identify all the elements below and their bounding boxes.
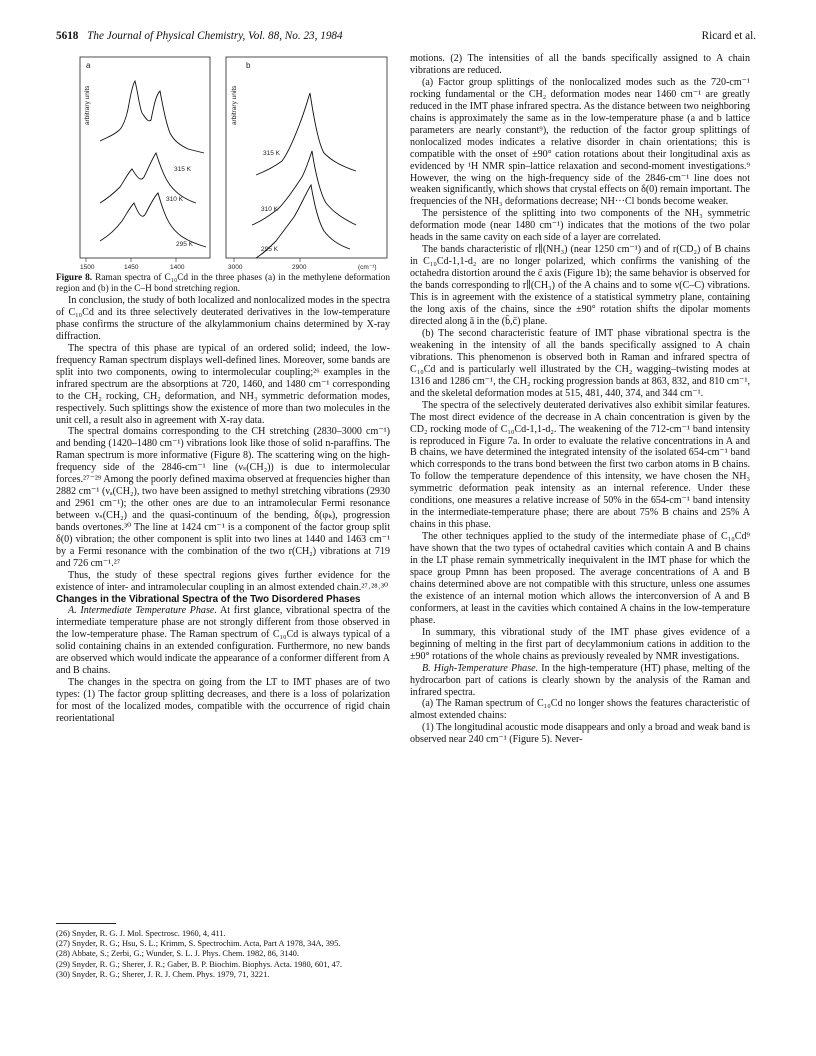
panel-a-label: a [86, 61, 91, 70]
curve-a-315k [100, 81, 204, 153]
right-paragraph: The other techniques applied to the study of the intermediate phase of C₁₀Cd⁹ have shown that the two types of octahedral cavities which contain A and B chains in the LT phase remain symmetrically inequivalent in the IMT phase for which the space group Pmnn has been proposed. The average concentrations of A and B chains determined above are not compatible with this structure, unless one assumes the existence of an internal motion which allows the interconversion of A and B conformers, at least in the cavities which contained A chains in the low-temperature phase. [410, 531, 750, 626]
subsection-b-paragraph [410, 663, 750, 699]
tick-a-1450: 1450 [124, 264, 139, 271]
running-authors: Ricard et al. [701, 30, 756, 42]
right-paragraph: (a) The Raman spectrum of C₁₀Cd no longer shows the features characteristic of almost extended chains: [410, 698, 750, 722]
subsection-b-text: In the high-temperature (HT) phase, melting of the hydrocarbon part of cations is clearly shown by the analysis of the Raman and infrared spectra. [410, 662, 750, 698]
reference-item: (28) Abbate, S.; Zerbi, G.; Wunder, S. L. J. Phys. Chem. 1982, 86, 3140. [56, 949, 299, 959]
tick-a-1500: 1500 [80, 264, 95, 271]
curve-b-label-310: 310 K [261, 206, 278, 213]
left-paragraph: The spectral domains corresponding to the CH stretching (2830–3000 cm⁻¹) and bending (1420–1480 cm⁻¹) vibrations look like those of solid n-paraffins. The Raman spectrum is more informative (Figure 8). The scattering wing on the high-frequency side of the 2846-cm⁻¹ line (νₛ(CH₂)) is due to intermolecular forces.²⁷⁻²⁹ Among the poorly defined maxima observed at frequencies higher than 2882 cm⁻¹ (νₐ(CH₂), two have been assigned to methyl stretching vibrations (2930 and 2961 cm⁻¹); the other ones are due to an intramolecular Fermi resonance between νₛ(CH₂) and the quasi-continuum of the bending, δ(φₖ), progression bands overtones.³⁰ The line at 1424 cm⁻¹ is a component of the factor group split δ(0) vibration; the other component is split into two lines at 1440 and 1463 cm⁻¹ by a Fermi resonance with the combination of the two r(CH₂) vibrations at 719 and 726 cm⁻¹.²⁷ [56, 426, 390, 569]
left-paragraph: Thus, the study of these spectral regions gives further evidence for the existence of inter- and intramolecular coupling in an almost extended chain.²⁷˒²⁸˒³⁰ [56, 569, 390, 593]
subsection-b-title: B. High-Temperature Phase. [422, 662, 539, 674]
curve-b-label-315: 315 K [263, 150, 280, 157]
page-number: 5618 [56, 30, 79, 42]
right-paragraph: (1) The longitudinal acoustic mode disappears and only a broad and weak band is observed near 240 cm⁻¹ (Figure 5). Never- [410, 722, 750, 746]
tick-b-3000: 3000 [228, 264, 243, 271]
journal-name: The Journal of Physical Chemistry, Vol. 88, No. 23, 1984 [87, 30, 343, 42]
left-paragraph: The spectra of this phase are typical of an ordered solid; indeed, the low-frequency Raman spectrum displays well-defined lines. Moreover, some bands are split into two components, owing to intermolecular coupling;²⁶ examples in the infrared spectrum are the absorptions at 720, 1460, and 1480 cm⁻¹ corresponding to the CH₂ rocking, CH₂ deformation, and NH₃ symmetric deformation modes, respectively. Such splittings show the existence of more than two molecules in the unit cell, a result also in agreement with X-ray data. [56, 342, 390, 426]
reference-item: (27) Snyder, R. G.; Hsu, S. L.; Krimm, S. Spectrochim. Acta, Part A 1978, 34A, 395. [56, 939, 341, 949]
caption-label: Figure 8. [56, 273, 93, 283]
panel-b-label: b [246, 61, 251, 70]
left-paragraph: In conclusion, the study of both localized and nonlocalized modes in the spectra of C₁₀Cd and its three selectively deuterated derivatives in the low-temperature phase confirms the structure of the alkylammonium chains determined by X-ray diffraction. [56, 295, 390, 342]
left-paragraph: The changes in the spectra on going from the LT to IMT phases are of two types: (1) The factor group splitting decreases, and there is a loss of polarization for most of the localized modes, compatible with the occurrence of rigid chain reorientational [56, 677, 390, 724]
panel-a-frame [80, 57, 210, 258]
section-heading: Changes in the Vibrational Spectra of the Two Disordered Phases [56, 593, 361, 605]
reference-item: (30) Snyder, R. G.; Sherer, J. R. J. Chem. Phys. 1979, 71, 3221. [56, 969, 270, 979]
panel-a-ylabel: arbitrary units [84, 85, 91, 125]
curve-a-label-315: 315 K [174, 166, 191, 173]
raman-spectra-figure [56, 53, 390, 273]
right-column [410, 53, 750, 746]
right-paragraph: The persistence of the splitting into two components of the NH₃ symmetric deformation mode (near 1480 cm⁻¹) indicates that the motions of the two polar heads in the same cavity on each side of a layer are correlated. [410, 208, 750, 244]
subsection-a-title: A. Intermediate Temperature Phase. [68, 605, 217, 617]
right-paragraph: In summary, this vibrational study of the IMT phase gives evidence of a beginning of melting in the first part of decylammonium cations in addition to the ±90° rotations of the whole chains as previously revealed by NMR investigations. [410, 626, 750, 662]
subsection-a-text: At first glance, vibrational spectra of the intermediate temperature phase are not strongly different from those observed in the low-temperature phase. The Raman spectrum of C₁₀Cd is always typical of a solid containing chains in an extended configuration. Furthermore, no new bands are observed which would indicate the appearance of a conformer different from A and B chains. [56, 605, 390, 677]
panel-b-ylabel: arbitrary units [231, 85, 238, 125]
reference-item: (26) Snyder, R. G. J. Mol. Spectrosc. 1960, 4, 411. [56, 929, 226, 938]
curve-a-label-295: 295 K [176, 241, 193, 248]
right-paragraph: The spectra of the selectively deuterated derivatives also exhibit similar features. The most direct evidence of the decrease in A chain concentration is given by the CD₂ rocking mode of C₁₀Cd-1,1-d₂. The weakening of the 712-cm⁻¹ band intensity is reproduced in Figure 7a. In order to evaluate the relative concentrations in A and B chains, we have determined the integrated intensity of the isolated 654-cm⁻¹ band which corresponds to the trans bond between the first two carbon atoms in B chains. To follow the temperature dependence of this intensity, we have chosen the NH₃ symmetric deformation peak intensity as an internal reference. Under these conditions, one measures a relative increase of 50% in the 654-cm⁻¹ band intensity in the intermediate-temperature phase; there are about 75% B chains and 25% A chains in this phase. [410, 399, 750, 531]
references [56, 923, 390, 980]
caption-text: Raman spectra of C₁₀Cd in the three phases (a) in the methylene deformation region and (b) in the C–H bond stretching region. [56, 273, 390, 294]
right-paragraph: (b) The second characteristic feature of IMT phase vibrational spectra is the weakening in the intensity of all the bands specifically assigned to A chain vibrations. This phenomenon is observed both in Raman and infrared spectra of C₁₀Cd and is particularly well illustrated by the CH₂ wagging–twisting modes at 1316 and 1286 cm⁻¹, the CH₂ rocking progression bands at 863, 832, and 810 cm⁻¹, and the skeletal deformation modes at 515, 481, 440, 374, and 344 cm⁻¹. [410, 327, 750, 399]
right-paragraph: motions. (2) The intensities of all the bands specifically assigned to A chain vibrations are reduced. [410, 53, 750, 76]
panel-b-frame [226, 57, 387, 258]
figure-caption [56, 273, 390, 295]
tick-a-1400: 1400 [170, 264, 185, 271]
subsection-a-paragraph [56, 605, 390, 677]
reference-item: (29) Snyder, R. G.; Sherer, J. R.; Gaber, B. P. Biochim. Biophys. Acta. 1980, 601, 47. [56, 959, 343, 969]
curve-b-310k [252, 151, 356, 225]
tick-b-units: (cm⁻¹) [358, 264, 377, 271]
curve-b-315k [256, 93, 356, 175]
tick-b-2900: 2900 [292, 264, 307, 271]
footnote-rule [56, 923, 116, 924]
right-paragraph: (a) Factor group splittings of the nonlocalized modes such as the 720-cm⁻¹ rocking fundamental or the CH₂ deformation modes near 1460 cm⁻¹ are greatly reduced in the IMT phase infrared spectra. As the distance between two neighboring chains is approximately the same as in the low-temperature phase (a and b lattice parameters are nearly constant⁹), the reduction of the factor group splittings of nonlocalized modes indicates a relative disorder in chain orientations; this is compatible with the onset of ±90° cation rotations about their longitudinal axis as evidenced by ¹H NMR spin–lattice relaxation and second-moment investigations.⁹ However, the wing on the high-frequency side of the 2846-cm⁻¹ line does not weaken significantly, which shows that crystal effects on δ(0) remain important. The frequencies of the NH₃ deformations decrease; NH···Cl bonds become weaker. [410, 76, 750, 208]
figure-8 [56, 53, 390, 273]
running-header [56, 30, 756, 46]
right-paragraph: The bands characteristic of r∥(NH₃) (near 1250 cm⁻¹) and of r(CD₂) of B chains in C₁₀Cd-1,1-d₂ are no longer polarized, which confirms the vanishing of the octahedra distortion around the c̄ axis (Figure 1b); the same behavior is observed for the bands corresponding to r∥(CH₃) of the A chains and to some ν(C–C) vibrations. This is in agreement with the existence of a statistical symmetry plane, containing the long axis of the chains, since the ±90° rotation shifts the dipolar moments directed along ā in the (b̄,c̄) plane. [410, 244, 750, 327]
left-column [56, 53, 390, 725]
curve-a-label-310: 310 K [166, 196, 183, 203]
curve-b-label-295: 295 K [261, 246, 278, 253]
